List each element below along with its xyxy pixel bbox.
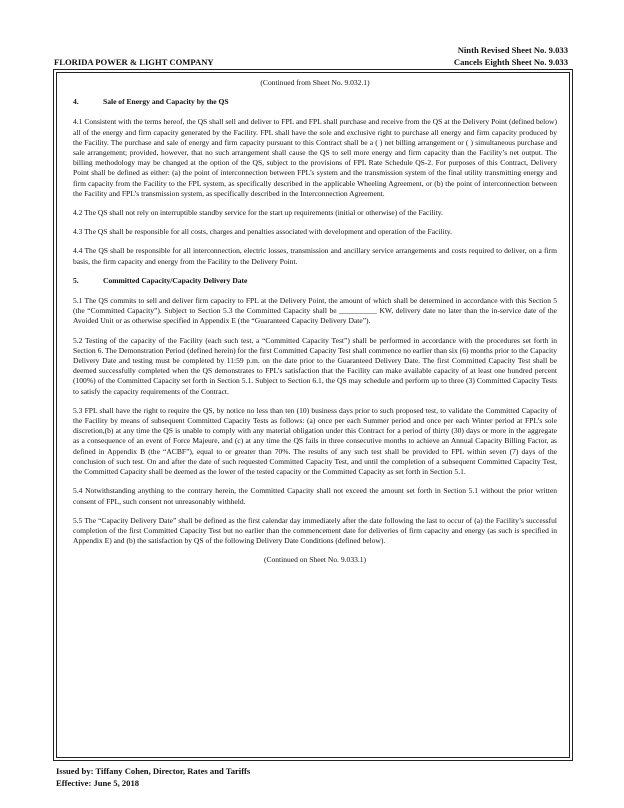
sheet-number: Ninth Revised Sheet No. 9.033 [457,45,568,55]
paragraph-5-1: 5.1 The QS commits to sell and deliver firm capacity to FPL at the Delivery Point, the amount of which shall be determined in accordance with this Section 5 (the “Committed Capacity”). Subject to Section 5.3 the Committed Capacity shall be __________ KW, delivery date no later than the in-service date of the Avoided Unit or as otherwise specified in Appendix E (the “Guaranteed Capacity Delivery Date”). [73,296,557,326]
tariff-body [73,78,557,575]
section-title: Committed Capacity/Capacity Delivery Date [103,275,248,285]
paragraph-5-3: 5.3 FPL shall have the right to require the QS, by notice no less than ten (10) business days prior to such proposed test, to validate the Committed Capacity of the Facility by means of subsequent Committed Capacity Tests as follows: (a) once per each Summer period and once per each Winter period at FPL’s sole discretion,(b) at any time the QS is unable to comply with any material obligation under this Contract for a period of thirty (30) days or more in the aggregate as a consequence of an event of Force Majeure, and (c) at any time the QS fails in three consecutive months to achieve an Annual Capacity Billing Factor, as defined in Appendix B (the “ACBF”), equal to or greater than 70%. The results of any such test shall be provided to FPL within seven (7) days of the conclusion of such test. On and after the date of such requested Committed Capacity Test, and until the completion of a subsequent Committed Capacity Test, the Committed Capacity shall be deemed as the lower of the tested capacity or the Committed Capacity as set forth in Section 5.1. [73,405,557,477]
company-name: FLORIDA POWER & LIGHT COMPANY [54,57,214,67]
effective-date: Effective: June 5, 2018 [56,777,140,788]
paragraph-4-2: 4.2 The QS shall not rely on interruptible standby service for the start up requirements (initial or otherwise) of the Facility. [73,208,443,218]
paragraph-4-3: 4.3 The QS shall be responsible for all costs, charges and penalties associated with development and operation of the Facility. [73,227,452,237]
sheet-header [454,44,568,68]
section-number: 4. [73,97,79,107]
paragraph-5-5: 5.5 The “Capacity Delivery Date” shall be defined as the first calendar day immediately after the date following the last to occur of (a) the Facility’s successful completion of the first Committed Capacity Test but no earlier than the commencement date for deliveries of firm capacity and energy (as such is specified in Appendix E) and (b) the satisfaction by QS of the following Delivery Date Conditions (defined below). [73,515,557,546]
section-4-heading [73,97,557,107]
cancels-sheet: Cancels Eighth Sheet No. 9.033 [453,57,568,67]
paragraph-5-4: 5.4 Notwithstanding anything to the contrary herein, the Committed Capacity shall not exceed the amount set forth in Section 5.1 without the prior written consent of FPL, such consent not unreasonably withheld. [73,486,557,506]
section-number: 5. [73,275,79,285]
continued-on: (Continued on Sheet No. 9.033.1) [263,555,367,565]
paragraph-4-1: 4.1 Consistent with the terms hereof, the QS shall sell and deliver to FPL and FPL shall purchase and receive from the QS at the Delivery Point (defined below) all of the energy and firm capacity generated by the Facility. FPL shall have the sole and exclusive right to purchase all energy and firm capacity produced by the Facility. The purchase and sale of energy and firm capacity pursuant to this Contract shall be a ( ) net billing arrangement or ( ) simultaneous purchase and sale arrangement; provided, however, that no such arrangement shall cause the QS to sell more energy and firm capacity than the Facility’s net output. The billing methodology may be changed at the option of the QS, subject to the provisions of FPL Rate Schedule QS-2. For purposes of this Contract, Delivery Point shall be defined as either: (a) the point of interconnection between FPL’s system and the transmission system of the final utility transmitting energy and firm capacity from the Facility to the FPL system, as specifically described in the applicable Wheeling Agreement, or (b) the point of interconnection between the Facility and FPL’s transmission system, as specifically described in the Interconnection Agreement. [73,117,557,198]
paragraph-4-4: 4.4 The QS shall be responsible for all interconnection, electric losses, transmission and ancillary service arrangements and costs required to deliver, on a firm basis, the firm capacity and energy from the Facility to the Delivery Point. [73,246,557,266]
paragraph-5-2: 5.2 Testing of the capacity of the Facility (each such test, a “Committed Capacity Test”) shall be performed in accordance with the procedures set forth in Section 6. The Demonstration Period (defined herein) for the first Committed Capacity Test shall commence no earlier than six (6) months prior to the Capacity Delivery Date and testing must be completed by 11:59 p.m. on the date prior to the Guaranteed Delivery Date. The first Committed Capacity Test shall be deemed successfully completed when the QS demonstrates to FPL’s satisfaction that the Facility can make available capacity of at least one hundred percent (100%) of the Committed Capacity set forth in Section 5.1. Subject to Section 6.1, the QS may schedule and perform up to three (3) Committed Capacity Tests to satisfy the capacity requirements of the Contract. [73,335,557,396]
section-5-heading [73,276,557,286]
section-title: Sale of Energy and Capacity by the QS [103,97,229,107]
issuance-footer [56,766,250,789]
continued-from: (Continued from Sheet No. 9.032.1) [260,78,370,87]
issued-by: Issued by: Tiffany Cohen, Director, Rates and Tariffs [56,766,251,776]
